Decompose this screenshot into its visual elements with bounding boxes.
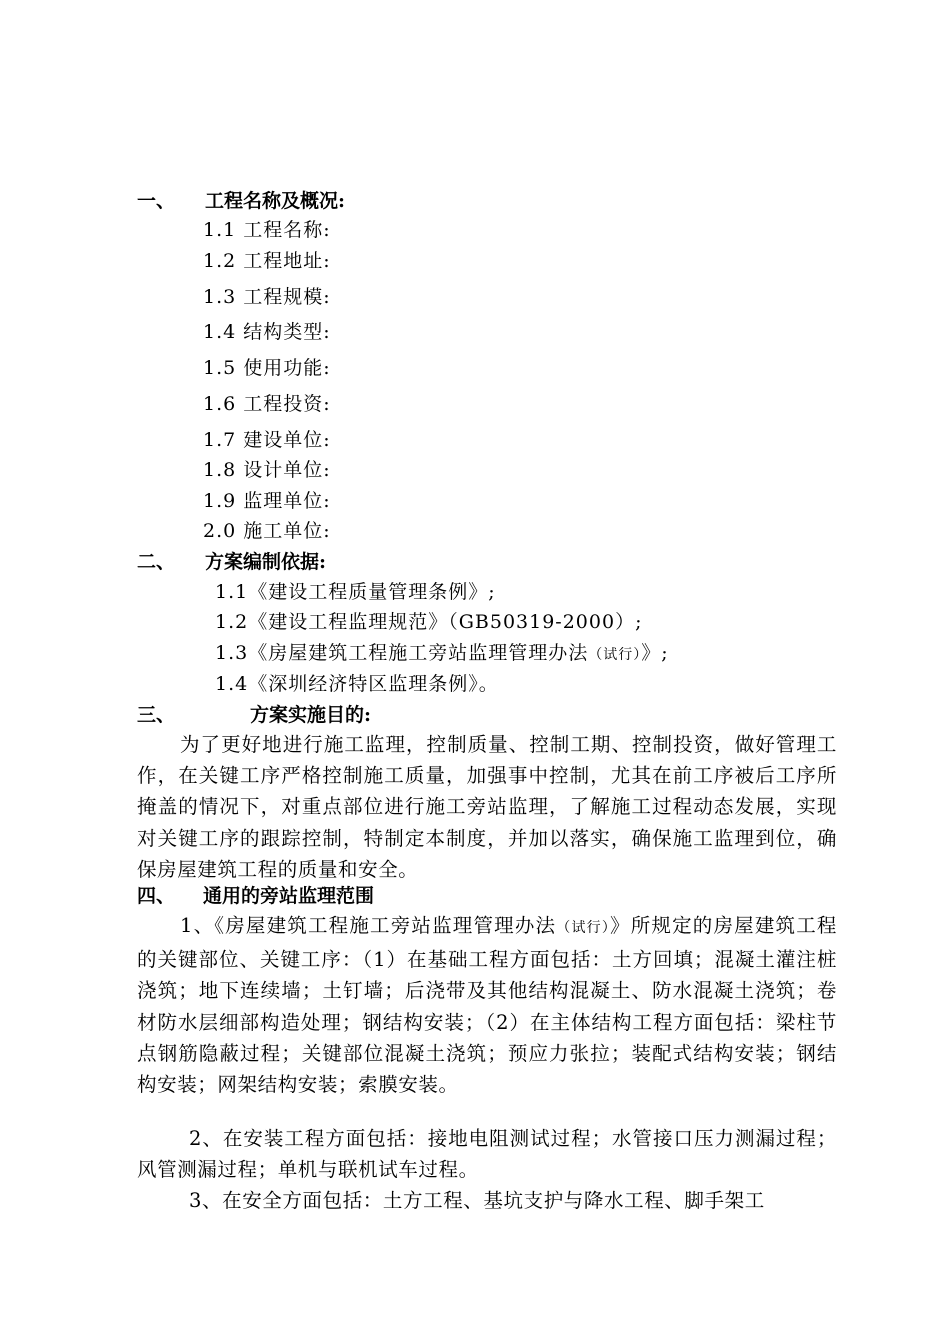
section-2-title: 方案编制依据: [205, 551, 327, 573]
section-4-heading [137, 883, 375, 909]
usage-function-item: 1.5 使用功能: [203, 357, 331, 379]
supervision-unit-item: 1.9 监理单位: [203, 490, 331, 512]
basis-item-1: 1.1《建设工程质量管理条例》; [215, 581, 496, 603]
construction-unit-item: 1.7 建设单位: [203, 429, 331, 451]
design-unit-item: 1.8 设计单位: [203, 459, 331, 481]
scope-paragraph-1-head: 1、《房屋建筑工程施工旁站监理管理办法 [180, 914, 557, 937]
contractor-unit-item: 2.0 施工单位: [203, 520, 331, 542]
project-investment-item: 1.6 工程投资: [203, 393, 331, 415]
scope-paragraph-1 [137, 910, 837, 1100]
basis-item-3 [215, 640, 669, 666]
purpose-paragraph [137, 729, 837, 885]
basis-item-4: 1.4《深圳经济特区监理条例》。 [215, 673, 499, 695]
section-2-heading [137, 549, 327, 575]
purpose-paragraph-text: 为了更好地进行施工监理，控制质量、控制工期、控制投资，做好管理工作，在关键工序严格控制施工质量，加强事中控制，尤其在前工序被后工序所掩盖的情况下，对重点部位进行施工旁站监理，了解施工过程动态发展，实现对关键工序的跟踪控制，特制定本制度，并加以落实，确保施工监理到位，确保房屋建筑工程的质量和安全。 [137, 733, 837, 881]
scope-paragraph-3-text: 3、在安全方面包括：土方工程、基坑支护与降水工程、脚手架工 [189, 1189, 765, 1212]
scope-paragraph-2 [137, 1123, 837, 1185]
section-4-title: 通用的旁站监理范围 [203, 885, 375, 907]
section-1-heading [137, 188, 346, 214]
section-3-heading [137, 702, 372, 728]
project-name-item: 1.1 工程名称: [203, 219, 331, 241]
scope-paragraph-2-text: 2、在安装工程方面包括：接地电阻测试过程；水管接口压力测漏过程；风管测漏过程；单机与联机试车过程。 [137, 1127, 837, 1182]
basis-item-2: 1.2《建设工程监理规范》（GB50319-2000）; [215, 611, 643, 633]
structure-type-item: 1.4 结构类型: [203, 321, 331, 343]
scope-paragraph-3 [137, 1185, 837, 1216]
basis-item-3-tail: 》; [641, 642, 669, 664]
scope-paragraph-1-trial: （试行） [556, 920, 611, 936]
basis-item-3-text: 1.3《房屋建筑工程施工旁站监理管理办法 [215, 642, 589, 664]
section-3-title: 方案实施目的: [250, 704, 372, 726]
section-1-title: 工程名称及概况: [205, 190, 346, 212]
section-2-number: 二、 [137, 551, 176, 573]
project-address-item: 1.2 工程地址: [203, 250, 331, 272]
section-3-number: 三、 [137, 704, 176, 726]
section-4-number: 四、 [137, 885, 176, 907]
project-scale-item: 1.3 工程规模: [203, 286, 331, 308]
basis-item-3-trial: （试行） [588, 647, 642, 663]
section-1-number: 一、 [137, 190, 176, 212]
scope-paragraph-1-tail: 》所规定的房屋建筑工程的关键部位、关键工序：（1）在基础工程方面包括：土方回填；混凝土灌注桩浇筑；地下连续墙；土钉墙；后浇带及其他结构混凝土、防水混凝土浇筑；卷材防水层细部构造处理；钢结构安装；（2）在主体结构工程方面包括：梁柱节点钢筋隐蔽过程；关键部位混凝土浇筑；预应力张拉；装配式结构安装；钢结构安装；网架结构安装；索膜安装。 [137, 914, 838, 1097]
